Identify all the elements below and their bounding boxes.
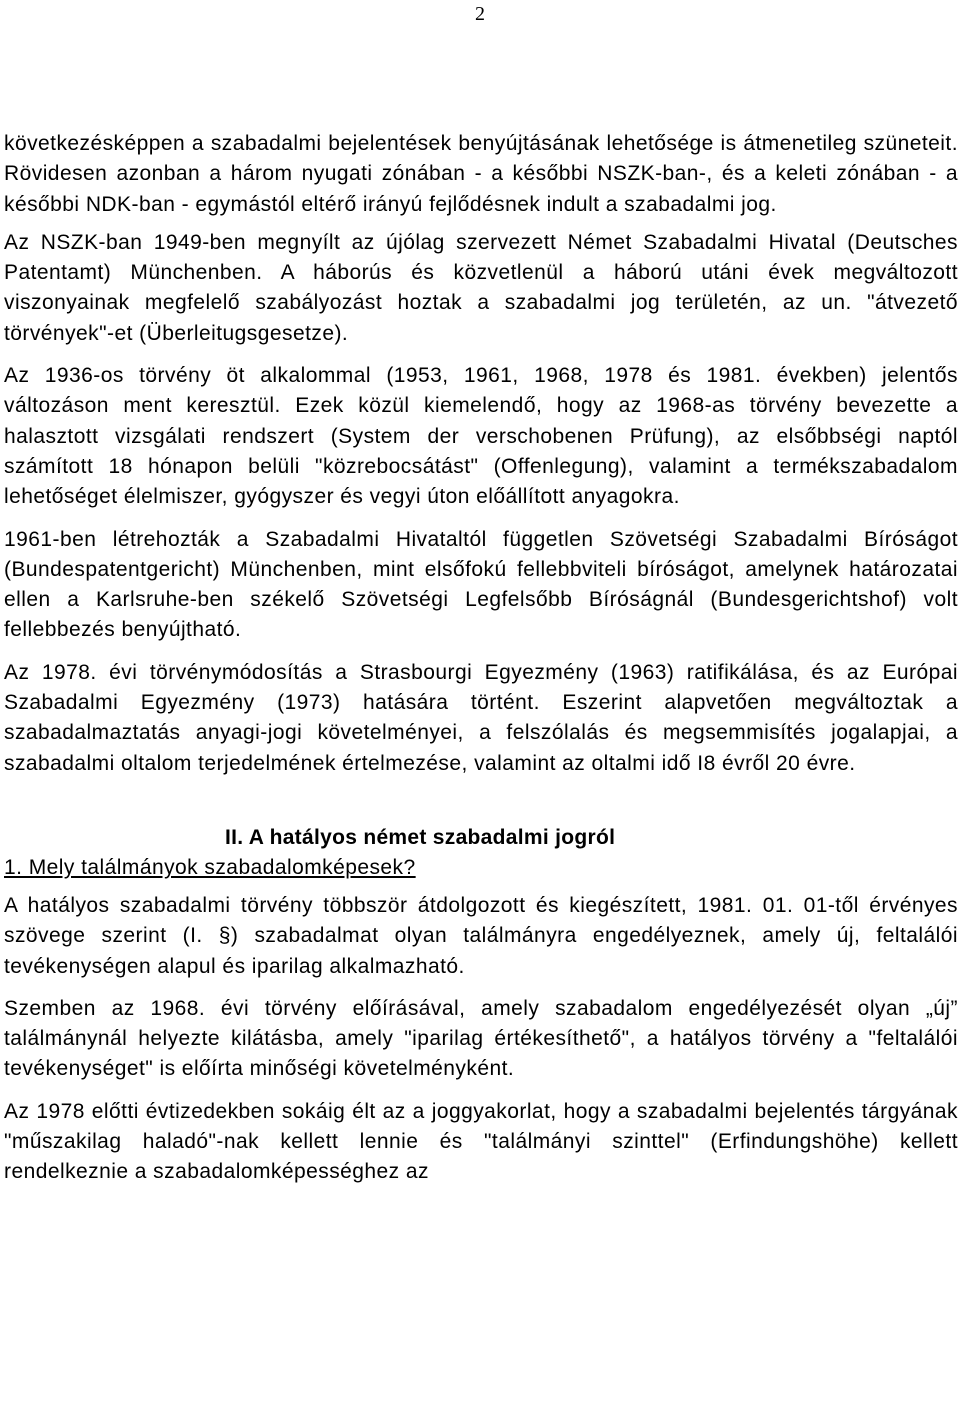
paragraph: Szemben az 1968. évi törvény előírásával, amely szabadalom engedélyezését olyan „új” találmánynál helyezte kilátásba, amely "iparilag értékesíthető", a hatályos törvény a "feltalálói tevékenységet" is előírta minőségi követelményként. xyxy=(4,996,958,1081)
page-number: 2 xyxy=(475,3,485,25)
section-heading: II. A hatályos német szabadalmi jogról xyxy=(225,825,616,849)
paragraph: Az NSZK-ban 1949-ben megnyílt az újólag szervezett Német Szabadalmi Hivatal (Deutsches Patentamt) Münchenben. A háborús és közvetlenül a háború utáni évek megváltozott viszonyainak megfelelő szabályozást hoztak a szabadalmi jog területén, az un. "átvezető törvények"-et (Überleitugsgesetze). xyxy=(4,230,958,345)
subsection-heading: 1. Mely találmányok szabadalomképesek? xyxy=(4,855,416,879)
paragraph: Az 1978 előtti évtizedekben sokáig élt az a joggyakorlat, hogy a szabadalmi bejelentés tárgyának "műszakilag haladó"-nak kellett lennie és "találmányi szinttel" (Erfindungshöhe) kellett rendelkeznie a szabadalomképességhez az xyxy=(4,1099,958,1184)
document-body xyxy=(4,129,958,1188)
paragraph: 1961-ben létrehozták a Szabadalmi Hivataltól független Szövetségi Szabadalmi Bíróságot (Bundespatentgericht) Münchenben, mint elsőfokú fellebbviteli bíróságot, amelynek határozatai ellen a Karlsruhe-ben székelő Szövetségi Legfelsőbb Bíróságnál (Bundesgerichtshof) volt fellebbezés benyújtható. xyxy=(4,527,958,642)
paragraph: következésképpen a szabadalmi bejelentések benyújtásának lehetősége is átmenetileg szüneteit. Rövidesen azonban a három nyugati zónában - a későbbi NSZK-ban-, és a keleti zónában - a későbbi NDK-ban - egymástól eltérő irányú fejlődésnek indult a szabadalmi jog. xyxy=(4,132,958,216)
paragraph: Az 1936-os törvény öt alkalommal (1953, 1961, 1968, 1978 és 1981. években) jelentős változáson ment keresztül. Ezek közül kiemelendő, hogy az 1968-as törvény bevezette a halasztott vizsgálati rendszert (System der verschobenen Prüfung), az elsőbbségi naptól számított 18 hónapon belüli "közrebocsátást" (Offenlegung), valamint a termékszabadalom lehetőséget élelmiszer, gyógyszer és vegyi úton előállított anyagokra. xyxy=(4,364,958,509)
paragraph: A hatályos szabadalmi törvény többször átdolgozott és kiegészített, 1981. 01. 01-től érvényes szövege szerint (I. §) szabadalmat olyan találmányra engedélyeznek, amely új, feltalálói tevékenységen alapul és iparilag alkalmazható. xyxy=(4,893,958,978)
paragraph: Az 1978. évi törvénymódosítás a Strasbourgi Egyezmény (1963) ratifikálása, és az Európai Szabadalmi Egyezmény (1973) hatására történt. Eszerint alapvetően megváltoztak a szabadalmaztatás anyagi-jogi követelményei, a felszólalás és megsemmisítés jogalapjai, a szabadalmi oltalom terjedelmének értelmezése, valamint az oltalmi idő I8 évről 20 évre. xyxy=(4,660,958,775)
